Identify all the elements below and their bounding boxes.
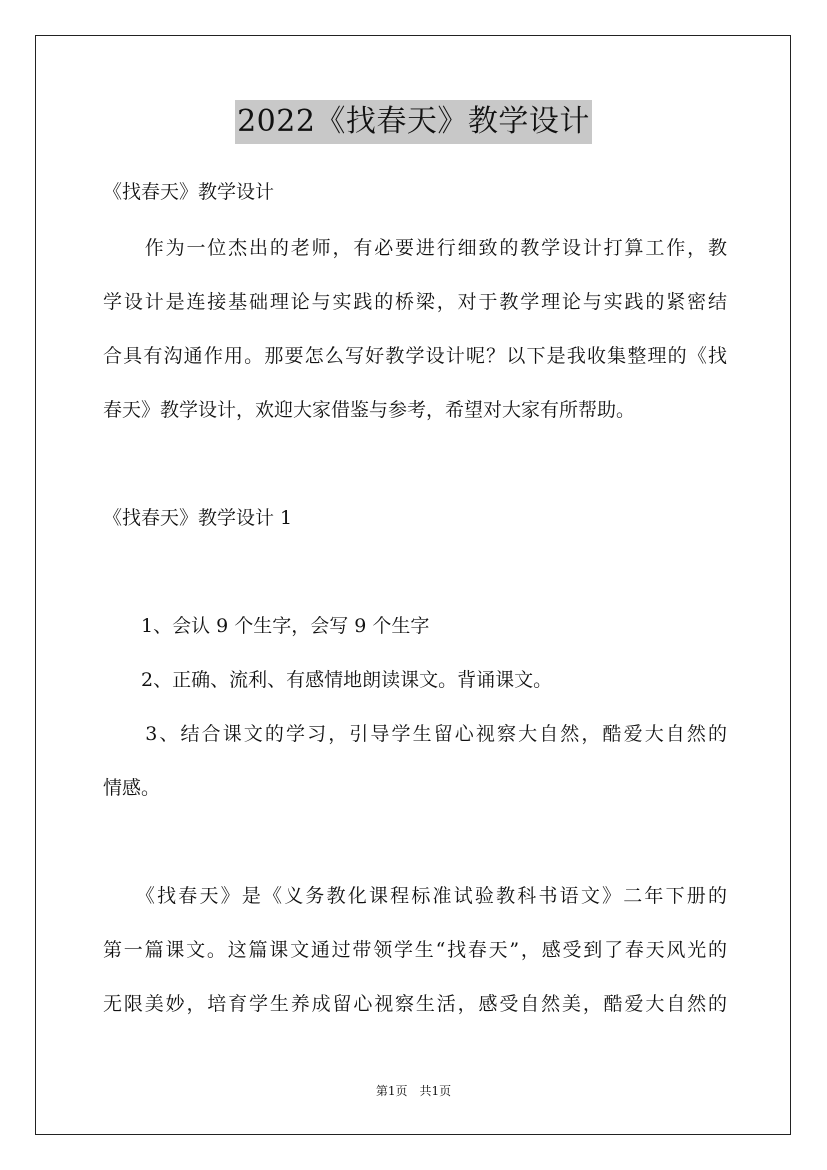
subtitle-line: 《找春天》教学设计 (103, 181, 275, 203)
list-item: 3、结合课文的学习，引导学生留心视察大自然，酷爱大自然的 (103, 723, 727, 745)
paragraph-line: 合具有沟通作用。那要怎么写好教学设计呢？以下是我收集整理的《找 (103, 345, 727, 367)
page-footer: 第1页 共1页 (375, 1084, 452, 1098)
paragraph-line: 春天》教学设计，欢迎大家借鉴与参考，希望对大家有所帮助。 (103, 399, 636, 421)
list-item-continuation: 情感。 (103, 777, 161, 799)
paragraph-line: 第一篇课文。这篇课文通过带领学生“找春天”，感受到了春天风光的 (103, 939, 727, 961)
section-heading: 《找春天》教学设计 1 (103, 507, 293, 529)
title-container (0, 100, 827, 144)
paragraph-line: 《找春天》是《义务教化课程标准试验教科书语文》二年下册的 (103, 885, 727, 907)
paragraph-line: 学设计是连接基础理论与实践的桥梁，对于教学理论与实践的紧密结 (103, 291, 727, 313)
document-title: 2022《找春天》教学设计 (235, 100, 592, 144)
list-item: 1、会认 9 个生字，会写 9 个生字 (103, 615, 430, 637)
paragraph-line: 作为一位杰出的老师，有必要进行细致的教学设计打算工作，教 (103, 237, 727, 259)
list-item: 2、正确、流利、有感情地朗读课文。背诵课文。 (103, 669, 553, 691)
paragraph-line: 无限美妙，培育学生养成留心视察生活，感受自然美，酷爱大自然的 (103, 993, 727, 1015)
